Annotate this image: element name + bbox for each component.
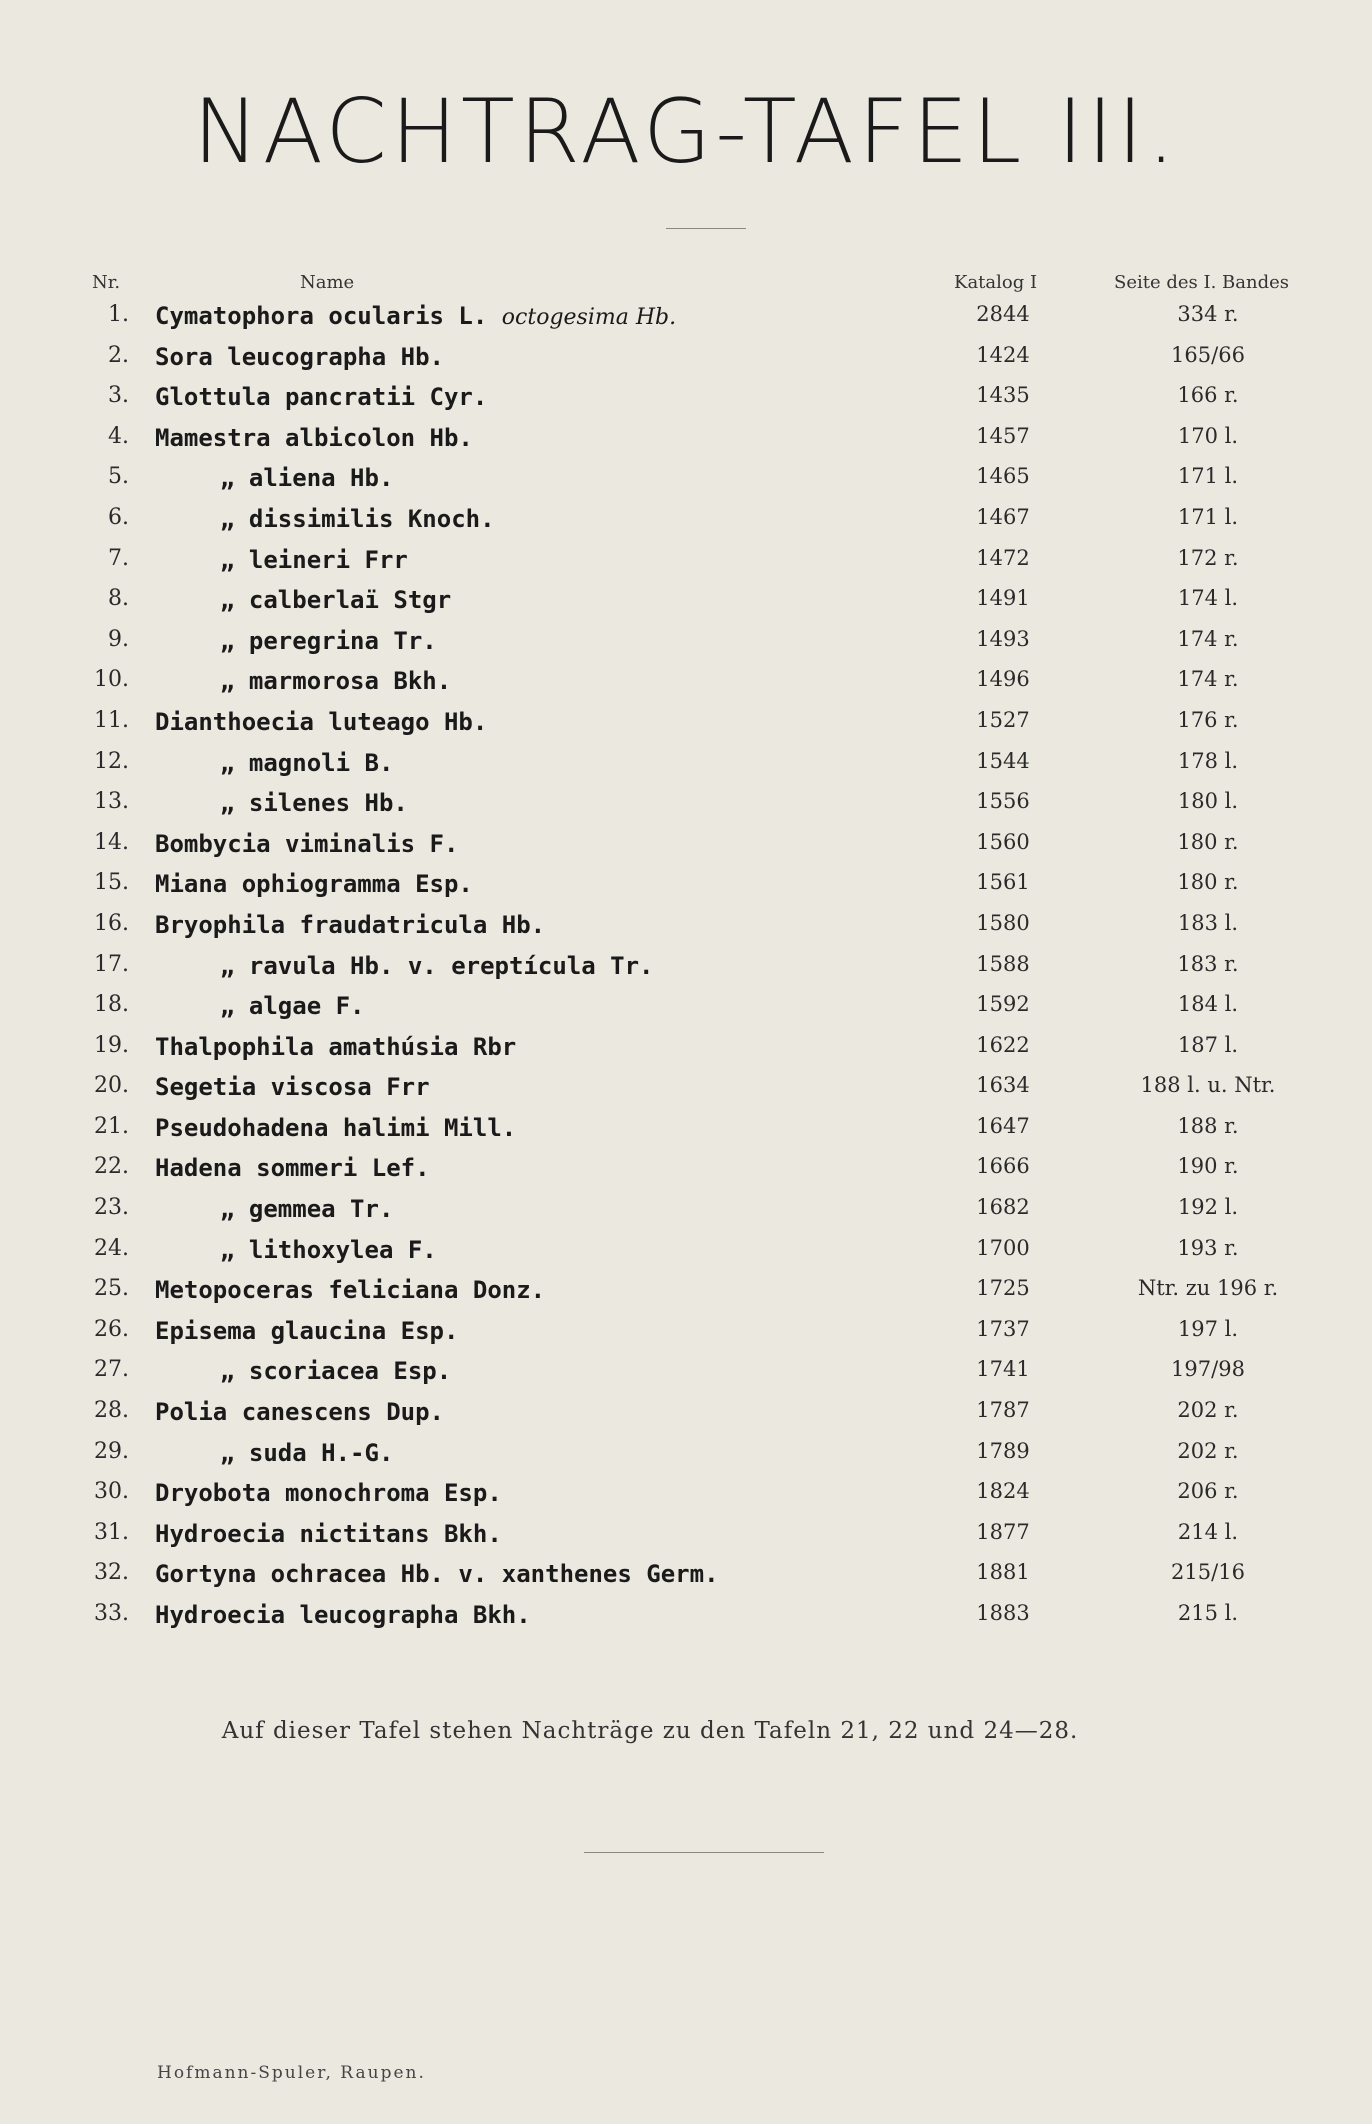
table-row — [0, 704, 1372, 745]
table-row — [0, 582, 1372, 623]
katalog-number: 1700 — [976, 1235, 1030, 1260]
table-row — [0, 1191, 1372, 1232]
page-reference: 188 l. u. Ntr. — [1140, 1073, 1276, 1098]
table-row — [0, 1516, 1372, 1557]
species-name-text: Hadena sommeri Lef. — [155, 1154, 430, 1183]
page-reference: 170 l. — [1177, 423, 1239, 448]
row-number: 28. — [94, 1398, 129, 1424]
page-reference: 215 l. — [1177, 1601, 1239, 1625]
species-name — [155, 911, 545, 939]
page-reference: 214 l. — [1177, 1519, 1239, 1544]
page-reference: 174 l. — [1177, 586, 1239, 611]
species-name-text: Sora leucographa Hb. — [155, 342, 444, 371]
katalog-number: 1682 — [976, 1195, 1030, 1220]
katalog-number: 2844 — [976, 302, 1030, 326]
species-name — [220, 667, 451, 695]
katalog-number: 1496 — [976, 667, 1030, 692]
row-number: 13. — [94, 789, 129, 815]
katalog-number: 1493 — [976, 626, 1030, 651]
species-name-text: Hydroecia leucographa Bkh. — [155, 1601, 531, 1629]
row-number: 4. — [108, 423, 129, 449]
katalog-number: 1544 — [976, 748, 1030, 773]
species-name-text: „ calberlaï Stgr — [220, 586, 452, 615]
katalog-number: 1622 — [976, 1032, 1030, 1057]
species-name-text: Segetia viscosa Frr — [155, 1073, 430, 1102]
species-name — [155, 383, 487, 411]
row-number: 18. — [94, 992, 129, 1018]
table-row — [0, 379, 1372, 420]
species-name-text: Pseudohadena halimi Mill. — [155, 1113, 517, 1142]
table-row — [0, 1435, 1372, 1476]
divider-top — [666, 228, 746, 229]
row-number: 33. — [94, 1601, 129, 1626]
katalog-number: 1561 — [976, 870, 1030, 895]
page-reference: 215/16 — [1171, 1560, 1245, 1585]
katalog-number: 1560 — [976, 829, 1030, 854]
page-reference: 202 r. — [1177, 1398, 1239, 1423]
katalog-number: 1634 — [976, 1073, 1030, 1098]
table-row — [0, 1272, 1372, 1313]
species-name-text: Hydroecia nictitans Bkh. — [155, 1519, 502, 1548]
katalog-number: 1580 — [976, 910, 1030, 935]
row-number: 29. — [94, 1438, 129, 1464]
species-name-text: Mamestra albicolon Hb. — [155, 423, 473, 452]
species-name — [155, 1560, 719, 1588]
species-name — [220, 1236, 437, 1264]
species-name-text: Bryophila fraudatricula Hb. — [155, 910, 546, 939]
header-nr: Nr. — [92, 272, 121, 293]
row-number: 2. — [108, 342, 129, 368]
species-name — [155, 1520, 502, 1548]
species-name — [155, 1114, 516, 1142]
page-reference: 176 r. — [1177, 707, 1239, 732]
species-name — [155, 1033, 516, 1061]
katalog-number: 1556 — [976, 789, 1030, 814]
table-row — [0, 1313, 1372, 1354]
page-reference: 184 l. — [1177, 992, 1239, 1017]
species-name-text: „ gemmea Tr. — [220, 1195, 394, 1224]
table-row — [0, 745, 1372, 786]
page-reference: 166 r. — [1177, 383, 1239, 408]
row-number: 25. — [94, 1276, 129, 1302]
species-name-text: „ aliena Hb. — [220, 464, 394, 493]
page-reference: 172 r. — [1177, 545, 1239, 570]
katalog-number: 1737 — [976, 1316, 1030, 1341]
page-reference: 178 l. — [1177, 748, 1239, 773]
species-name-text: „ leineri Frr — [220, 545, 408, 574]
row-number: 26. — [94, 1316, 129, 1342]
row-number: 7. — [108, 545, 129, 571]
page-reference: Ntr. zu 196 r. — [1137, 1276, 1279, 1301]
row-number: 14. — [94, 829, 129, 855]
species-name — [155, 1398, 444, 1426]
row-number: 16. — [94, 910, 129, 936]
divider-bottom — [584, 1852, 824, 1853]
page-reference: 192 l. — [1177, 1195, 1239, 1220]
row-number: 8. — [108, 586, 129, 612]
page-reference: 180 r. — [1177, 870, 1239, 895]
katalog-number: 1877 — [976, 1519, 1030, 1544]
table-row — [0, 663, 1372, 704]
table-row — [0, 623, 1372, 664]
katalog-number: 1789 — [976, 1438, 1030, 1463]
page-reference: 180 r. — [1177, 829, 1239, 854]
row-number: 1. — [108, 302, 129, 327]
table-row — [0, 1353, 1372, 1394]
table-row — [0, 1029, 1372, 1070]
katalog-number: 1435 — [976, 383, 1030, 408]
row-number: 12. — [94, 748, 129, 774]
katalog-number: 1666 — [976, 1154, 1030, 1179]
row-number: 24. — [94, 1235, 129, 1261]
species-name — [220, 749, 393, 777]
species-name-text: „ marmorosa Bkh. — [220, 667, 452, 696]
species-name — [155, 343, 444, 371]
katalog-number: 1465 — [976, 464, 1030, 489]
species-name-text: Episema glaucina Esp. — [155, 1316, 459, 1345]
species-name — [155, 830, 458, 858]
species-name — [155, 1276, 545, 1304]
table-row — [0, 1556, 1372, 1597]
species-name — [220, 1357, 451, 1385]
page-reference: 206 r. — [1177, 1479, 1239, 1504]
species-name — [220, 789, 408, 817]
row-number: 3. — [108, 383, 129, 409]
footnote: Auf dieser Tafel stehen Nachträge zu den Tafeln 21, 22 und 24—28. — [221, 1718, 1079, 1744]
species-name-text: „ peregrina Tr. — [220, 626, 437, 655]
species-name-text: Gortyna ochracea Hb. v. xanthenes Germ. — [155, 1560, 719, 1589]
species-name-text: „ suda H.-G. — [220, 1438, 394, 1467]
row-number: 11. — [94, 707, 129, 733]
species-name — [155, 1154, 430, 1182]
page-reference: 188 r. — [1177, 1113, 1239, 1138]
species-name — [155, 1317, 458, 1345]
species-name — [220, 464, 393, 492]
species-synonym: octogesima Hb. — [501, 305, 677, 330]
species-name — [155, 1479, 502, 1507]
katalog-number: 1588 — [976, 951, 1030, 976]
page-reference: 171 l. — [1177, 504, 1239, 529]
page-reference: 174 r. — [1177, 626, 1239, 651]
row-number: 32. — [94, 1560, 129, 1586]
credit-line: Hofmann-Spuler, Raupen. — [157, 2063, 426, 2083]
species-name — [155, 870, 473, 898]
katalog-number: 1725 — [976, 1276, 1030, 1301]
table-row — [0, 1232, 1372, 1273]
table-row — [0, 907, 1372, 948]
species-name — [155, 1073, 430, 1101]
page-reference: 171 l. — [1177, 464, 1239, 489]
row-number: 22. — [94, 1154, 129, 1180]
species-name — [220, 952, 653, 980]
row-number: 27. — [94, 1357, 129, 1383]
katalog-number: 1457 — [976, 423, 1030, 448]
page-reference: 180 l. — [1177, 789, 1239, 814]
katalog-number: 1824 — [976, 1479, 1030, 1504]
katalog-number: 1741 — [976, 1357, 1030, 1382]
species-name-text: Cymatophora ocularis L. — [155, 302, 488, 330]
species-name-text: Metopoceras feliciana Donz. — [155, 1276, 546, 1305]
page-reference: 197/98 — [1171, 1357, 1245, 1382]
species-name — [220, 586, 451, 614]
species-name-text: Polia canescens Dup. — [155, 1398, 444, 1427]
katalog-number: 1491 — [976, 586, 1030, 611]
species-name-text: „ scoriacea Esp. — [220, 1357, 452, 1386]
table-row — [0, 1110, 1372, 1151]
katalog-number: 1527 — [976, 707, 1030, 732]
species-name-text: Dryobota monochroma Esp. — [155, 1479, 502, 1508]
katalog-number: 1472 — [976, 545, 1030, 570]
header-katalog: Katalog I — [954, 272, 1038, 293]
table-row — [0, 866, 1372, 907]
species-name-text: Glottula pancratii Cyr. — [155, 383, 488, 412]
species-name — [220, 992, 365, 1020]
table-row — [0, 1394, 1372, 1435]
page-reference: 174 r. — [1177, 667, 1239, 692]
row-number: 31. — [94, 1519, 129, 1545]
row-number: 23. — [94, 1195, 129, 1221]
table-row — [0, 298, 1372, 339]
page-reference: 190 r. — [1177, 1154, 1239, 1179]
page-reference: 183 l. — [1177, 910, 1239, 935]
species-name-text: Thalpophila amathúsia Rbr — [155, 1032, 517, 1061]
species-name-text: „ magnoli B. — [220, 748, 394, 777]
species-name — [220, 627, 437, 655]
species-name-text: Bombycia viminalis F. — [155, 829, 459, 858]
row-number: 17. — [94, 951, 129, 977]
species-table — [0, 298, 1372, 1638]
header-seite: Seite des I. Bandes — [1114, 272, 1289, 293]
species-name — [155, 302, 676, 330]
species-name — [220, 1439, 393, 1467]
row-number: 30. — [94, 1479, 129, 1505]
katalog-number: 1883 — [976, 1601, 1030, 1625]
table-row — [0, 826, 1372, 867]
page-reference: 334 r. — [1177, 302, 1239, 326]
katalog-number: 1467 — [976, 504, 1030, 529]
table-row — [0, 1069, 1372, 1110]
species-name — [155, 1601, 531, 1629]
species-name-text: Dianthoecia luteago Hb. — [155, 707, 488, 736]
table-row — [0, 1597, 1372, 1638]
katalog-number: 1787 — [976, 1398, 1030, 1423]
table-row — [0, 339, 1372, 380]
page-reference: 193 r. — [1177, 1235, 1239, 1260]
species-name-text: „ dissimilis Knoch. — [220, 504, 495, 533]
species-name-text: „ lithoxylea F. — [220, 1235, 437, 1264]
row-number: 6. — [108, 504, 129, 530]
species-name — [155, 424, 473, 452]
table-row — [0, 420, 1372, 461]
katalog-number: 1647 — [976, 1113, 1030, 1138]
table-row — [0, 785, 1372, 826]
page-title: NACHTRAG-TAFEL III. — [192, 80, 1180, 183]
species-name — [155, 708, 487, 736]
table-row — [0, 1150, 1372, 1191]
row-number: 10. — [94, 667, 129, 693]
species-name — [220, 505, 495, 533]
header-name: Name — [300, 272, 355, 293]
row-number: 19. — [94, 1032, 129, 1058]
page-reference: 165/66 — [1171, 342, 1245, 367]
table-row — [0, 988, 1372, 1029]
row-number: 21. — [94, 1113, 129, 1139]
table-row — [0, 542, 1372, 583]
page-reference: 202 r. — [1177, 1438, 1239, 1463]
row-number: 5. — [108, 464, 129, 490]
page-reference: 187 l. — [1177, 1032, 1239, 1057]
table-row — [0, 501, 1372, 542]
species-name-text: „ algae F. — [220, 992, 365, 1021]
row-number: 20. — [94, 1073, 129, 1099]
katalog-number: 1881 — [976, 1560, 1030, 1585]
species-name-text: „ ravula Hb. v. ereptícula Tr. — [220, 951, 654, 980]
table-row — [0, 948, 1372, 989]
table-row — [0, 1475, 1372, 1516]
species-name — [220, 546, 408, 574]
page-reference: 197 l. — [1177, 1316, 1239, 1341]
species-name-text: „ silenes Hb. — [220, 789, 408, 818]
row-number: 9. — [108, 626, 129, 652]
katalog-number: 1592 — [976, 992, 1030, 1017]
table-row — [0, 460, 1372, 501]
row-number: 15. — [94, 870, 129, 896]
species-name — [220, 1195, 393, 1223]
page-reference: 183 r. — [1177, 951, 1239, 976]
katalog-number: 1424 — [976, 342, 1030, 367]
species-name-text: Miana ophiogramma Esp. — [155, 870, 473, 899]
